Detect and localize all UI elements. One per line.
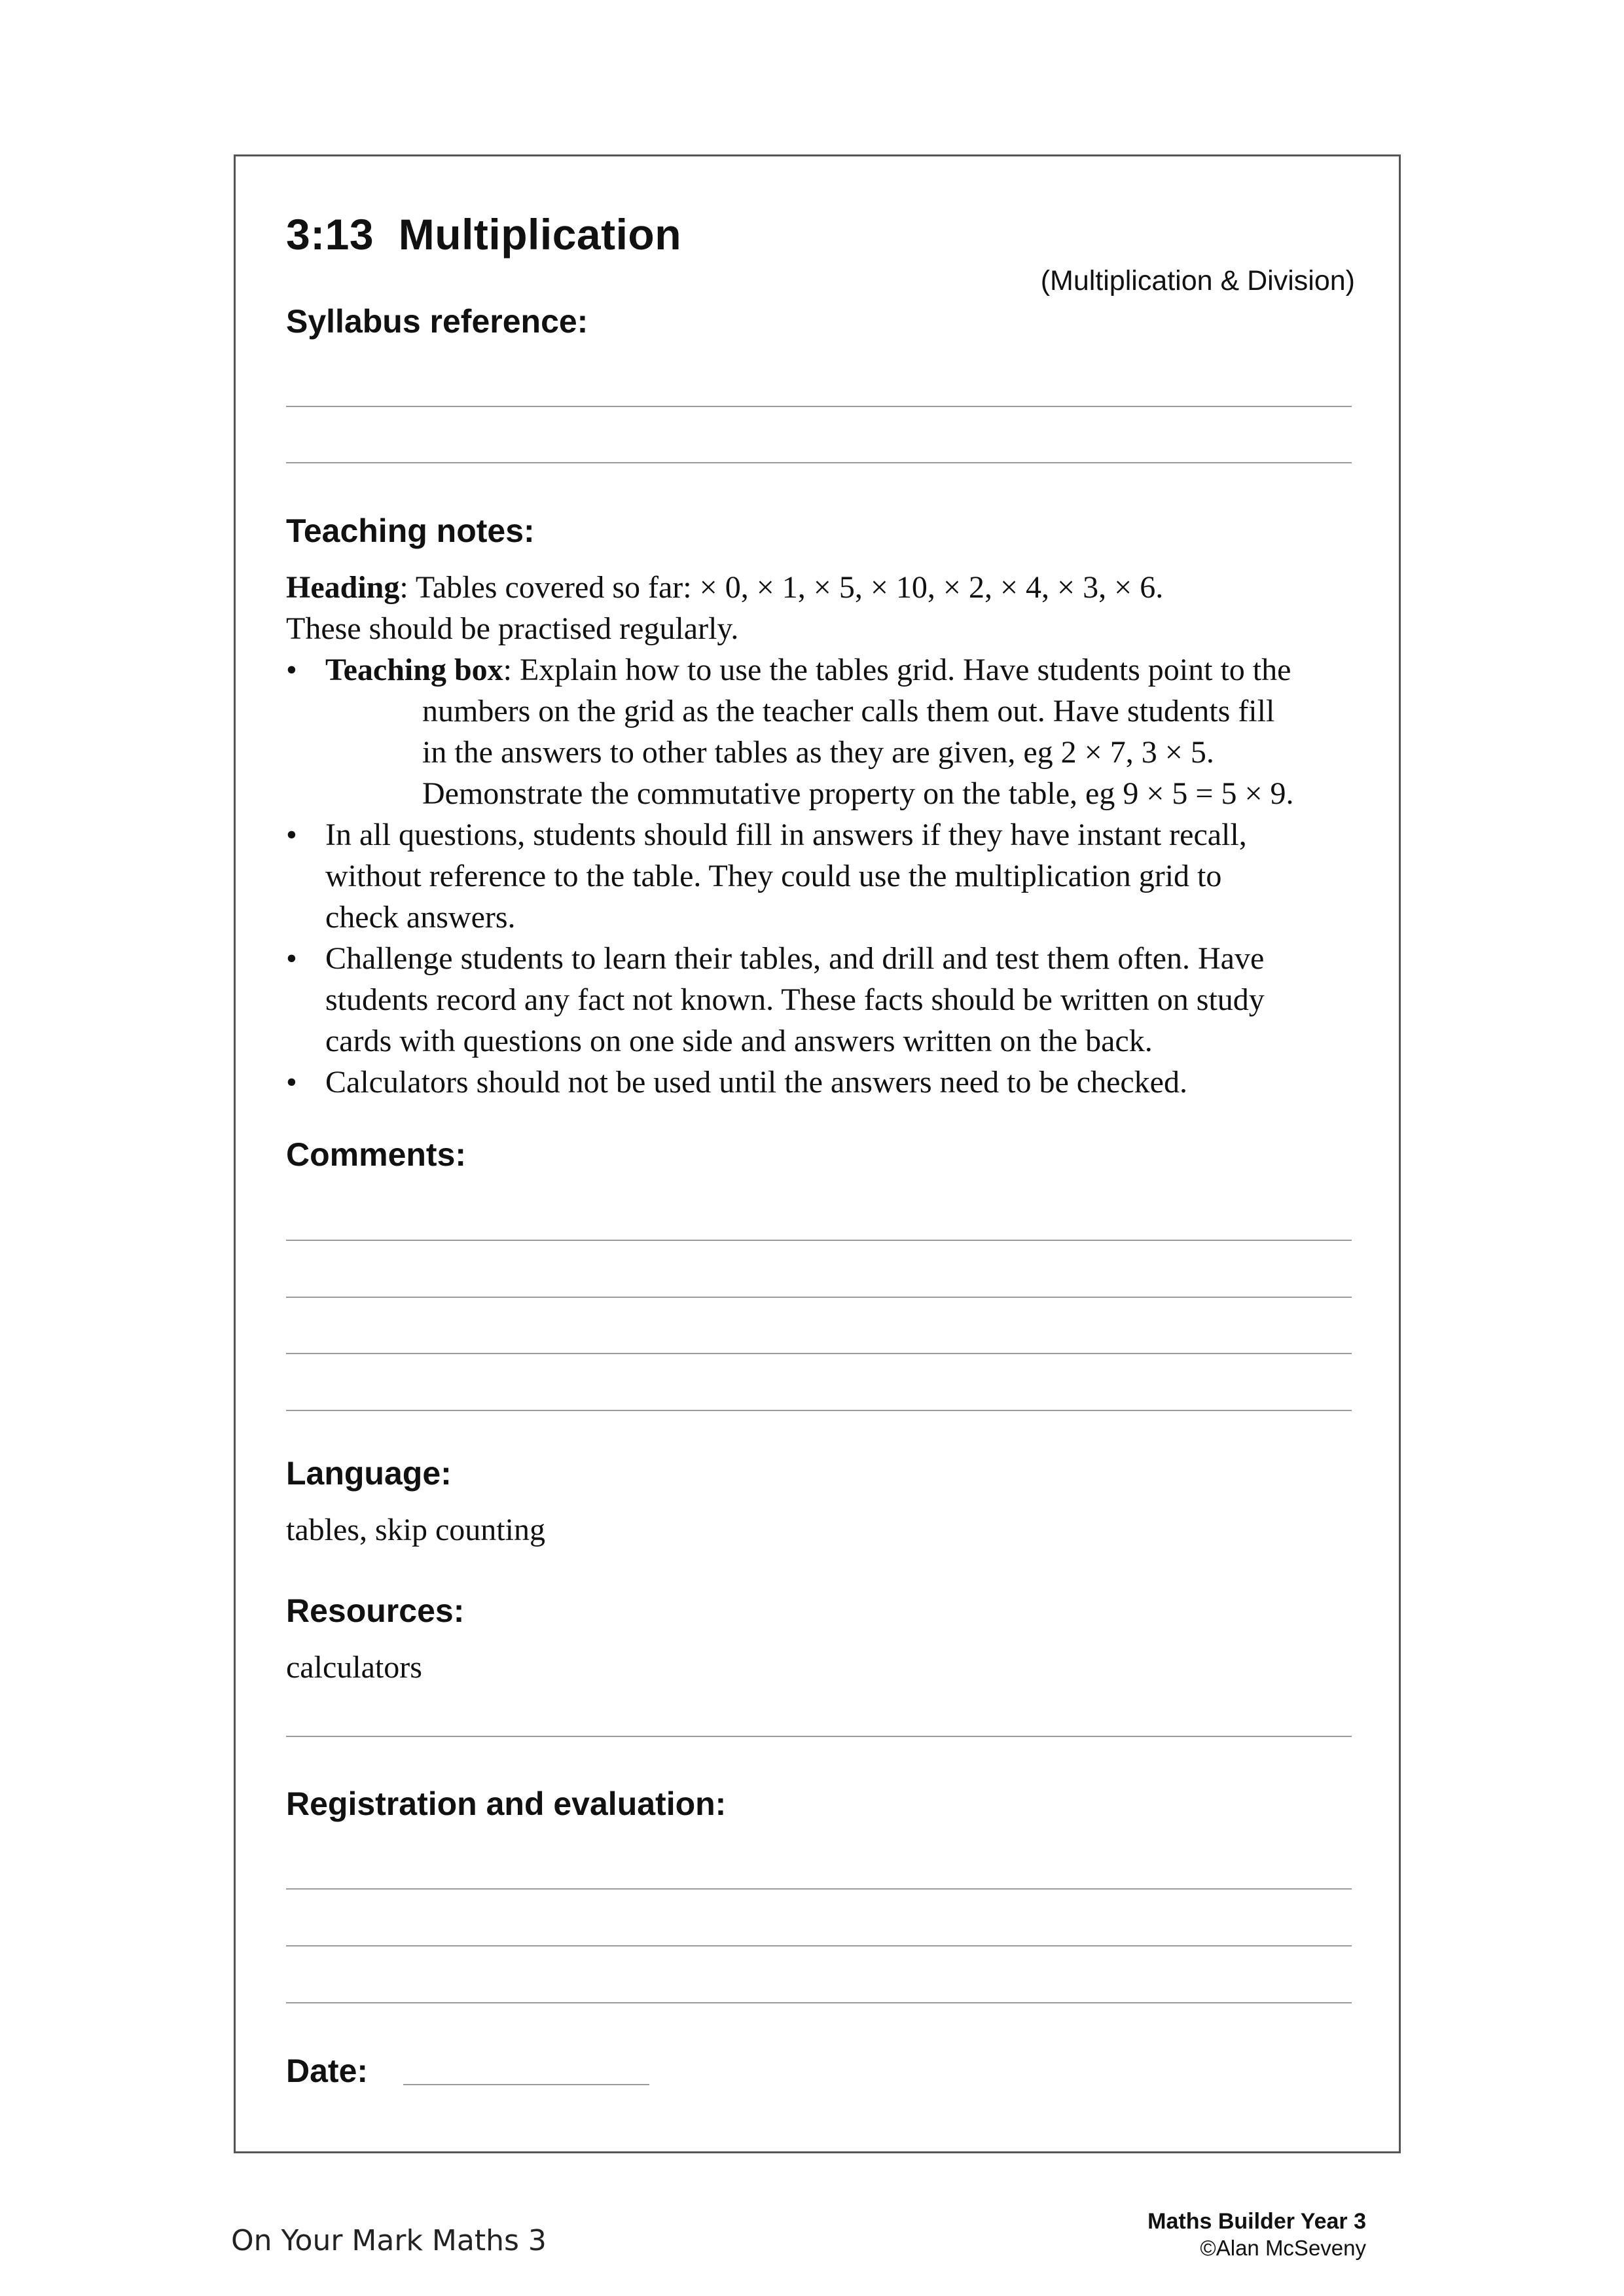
bullet-icon: • <box>286 653 297 687</box>
bullet-icon: • <box>286 1065 297 1100</box>
bullet-icon: • <box>286 817 297 852</box>
notes-heading-line: Heading: Tables covered so far: × 0, × 1, × 5, × 10, × 2, × 4, × 3, × 6. <box>286 570 1164 605</box>
comments-line-4[interactable] <box>286 1410 1352 1411</box>
notes-heading-line-2: These should be practised regularly. <box>286 611 739 646</box>
registration-line-3[interactable] <box>286 2002 1352 2003</box>
comments-line-2[interactable] <box>286 1297 1352 1298</box>
language-text: tables, skip counting <box>286 1513 545 1547</box>
list-item: • Calculators should not be used until the answers need to be checked. <box>286 1062 1373 1103</box>
registration-line-2[interactable] <box>286 1945 1352 1946</box>
registration-heading: Registration and evaluation: <box>286 1785 727 1822</box>
footer-credit <box>1147 2209 1366 2261</box>
comments-line-3[interactable] <box>286 1353 1352 1354</box>
notes-bullet-list <box>286 649 1373 1103</box>
teaching-notes-heading: Teaching notes: <box>286 512 535 549</box>
resources-line[interactable] <box>286 1736 1352 1737</box>
teaching-box-bold: Teaching box <box>325 653 503 687</box>
page-title: 3:13 Multiplication <box>286 210 682 259</box>
comments-heading: Comments: <box>286 1136 467 1173</box>
notes-heading-bold: Heading <box>286 570 400 605</box>
syllabus-line-2[interactable] <box>286 462 1352 463</box>
resources-text: calculators <box>286 1650 422 1685</box>
syllabus-line-1[interactable] <box>286 406 1352 407</box>
bullet-icon: • <box>286 941 297 976</box>
resources-heading: Resources: <box>286 1592 465 1629</box>
list-item: • In all questions, students should fill in answers if they have instant recall, without reference to the table. They could use the multiplication grid to check answers. <box>286 814 1373 938</box>
list-item: • Challenge students to learn their tables, and drill and test them often. Have students record any fact not known. These facts should be written on study cards with questions on one side and answers written on the back. <box>286 938 1373 1062</box>
list-item: • Teaching box: Explain how to use the tables grid. Have students point to the numbers on the grid as the teacher calls them out. Have students fill in the answers to other tables as they are given, eg 2 × 7, 3 × 5. Demonstrate the commutative property on the table, eg 9 × 5 = 5 × 9. <box>286 649 1373 814</box>
syllabus-heading: Syllabus reference: <box>286 303 588 340</box>
footer-copyright: ©Alan McSeveny <box>1200 2236 1366 2260</box>
language-heading: Language: <box>286 1455 452 1492</box>
footer-series-title: On Your Mark Maths 3 <box>231 2224 547 2257</box>
date-heading: Date: <box>286 2053 369 2089</box>
date-line[interactable] <box>403 2084 649 2085</box>
footer-book-title: Maths Builder Year 3 <box>1147 2209 1366 2234</box>
teaching-notes-body <box>286 567 1373 1103</box>
registration-line-1[interactable] <box>286 1888 1352 1890</box>
strand-label: (Multiplication & Division) <box>1040 265 1355 296</box>
comments-line-1[interactable] <box>286 1240 1352 1241</box>
